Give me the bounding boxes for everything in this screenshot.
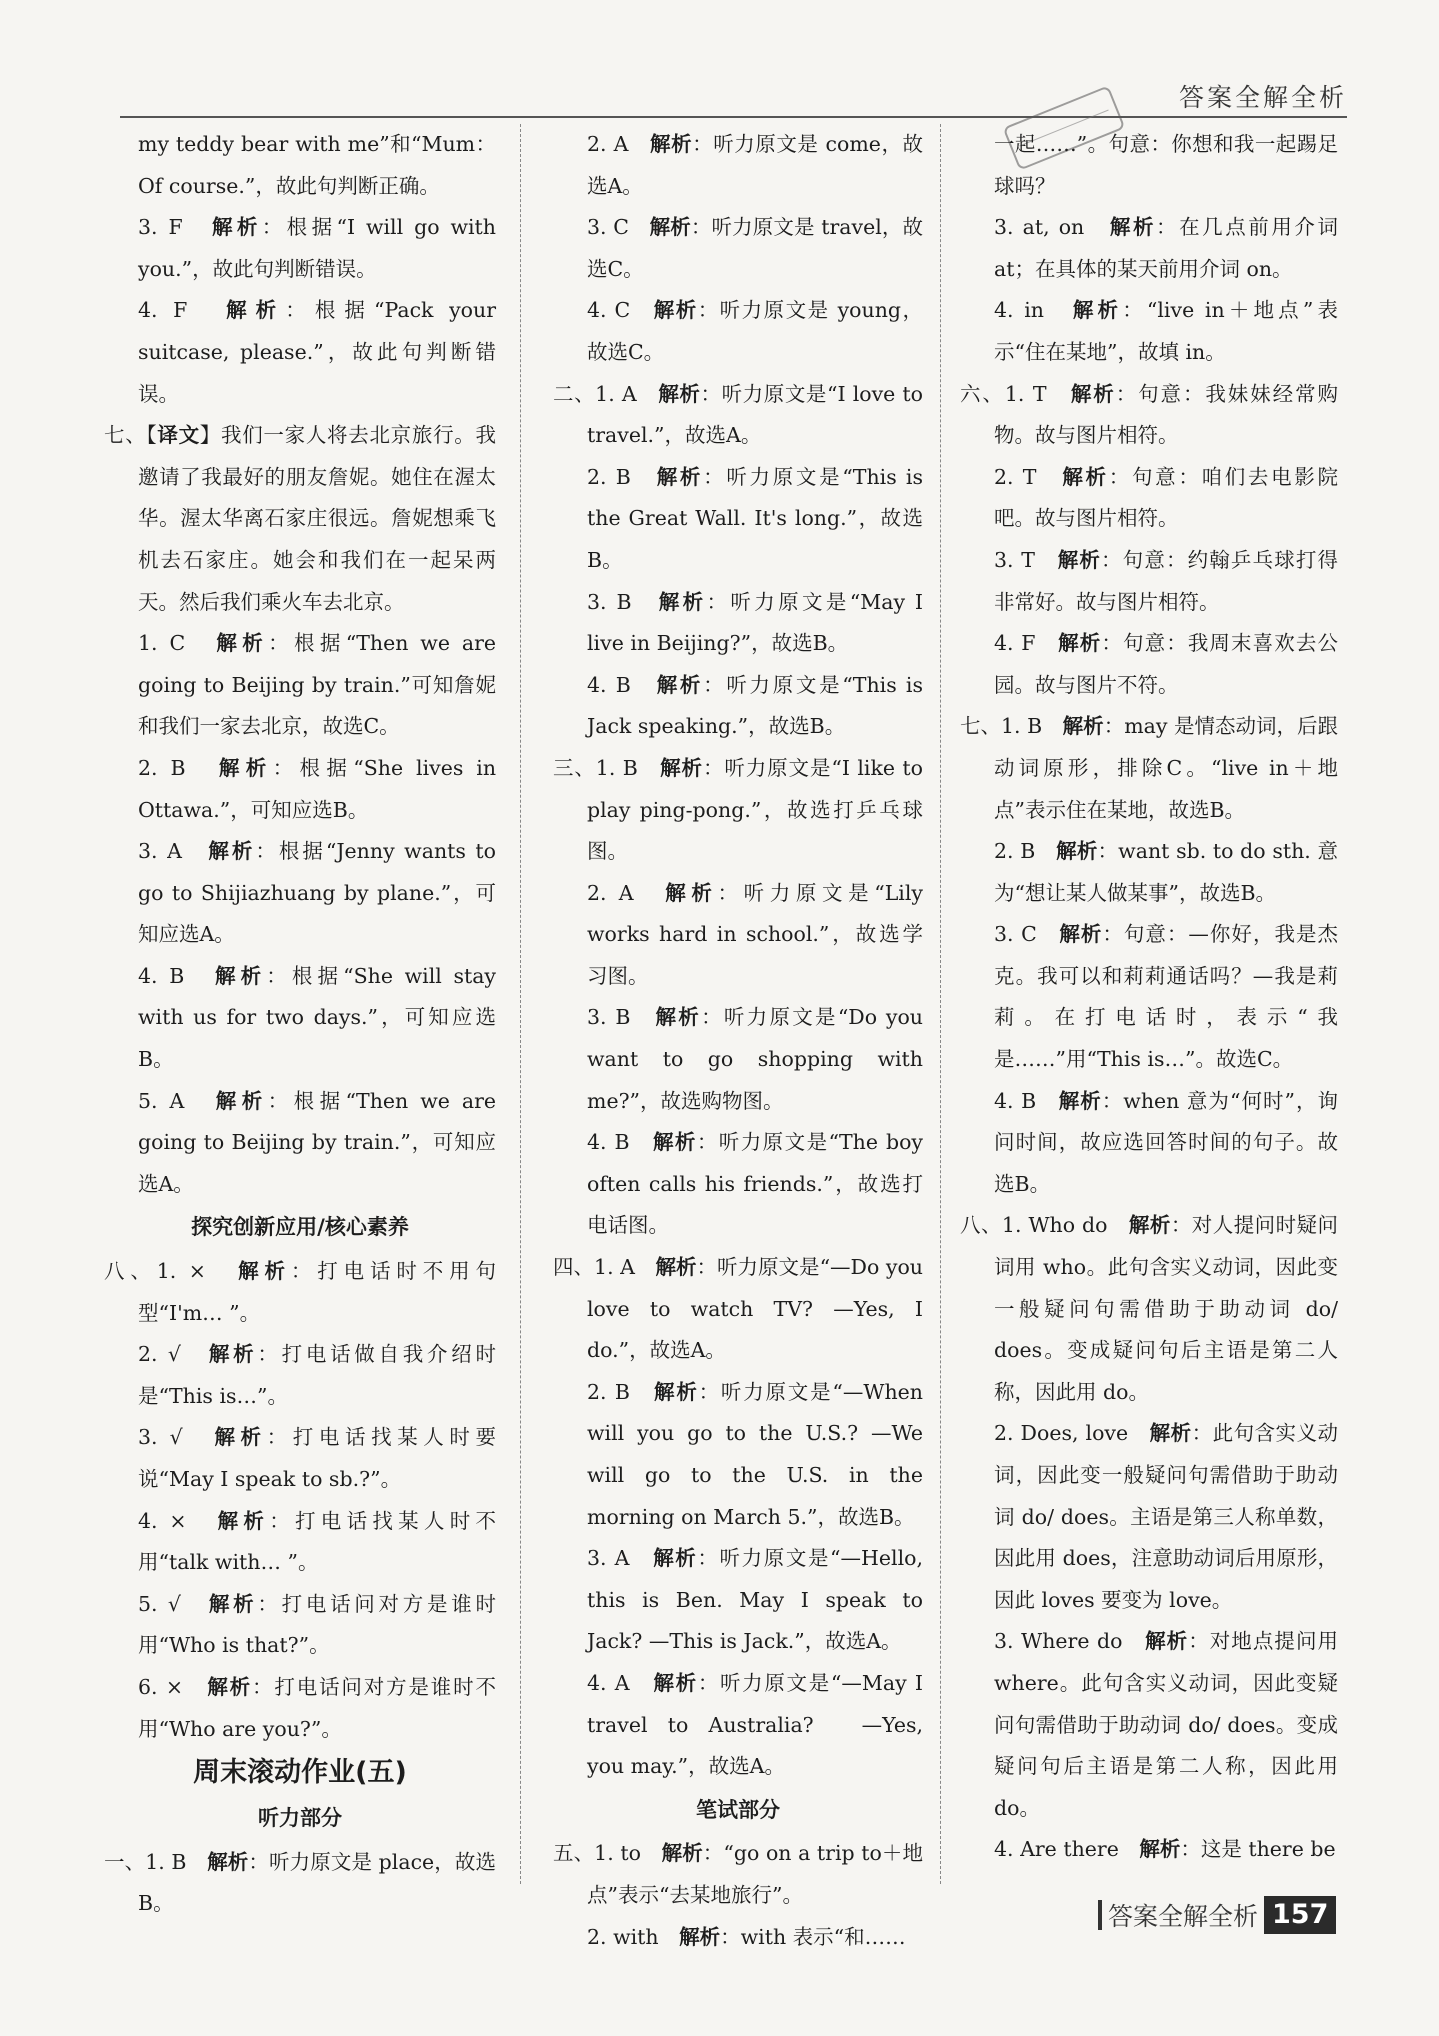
answer-item: 3. C 解析：听力原文是 travel，故选C。 <box>587 215 924 281</box>
answer-item: 4. F 解析：句意：我周末喜欢去公园。故与图片不符。 <box>994 631 1338 697</box>
analysis-label: 解析 <box>208 1342 258 1367</box>
analysis-label: 解析 <box>679 1924 721 1949</box>
answer-item: 一、1. B 解析：听力原文是 place，故选B。 <box>104 1849 497 1916</box>
answer-item: 2. √ 解析：打电话做自我介绍时是“This is…”。 <box>138 1342 497 1408</box>
section-heading: 听力部分 <box>258 1806 342 1831</box>
section-heading: 笔试部分 <box>696 1797 780 1822</box>
analysis-label: 解析 <box>655 1005 702 1030</box>
analysis-label: 解析 <box>1149 1421 1192 1446</box>
answer-item: 2. B 解析：听力原文是“This is the Great Wall. It's long.”，故选B。 <box>587 464 924 572</box>
analysis-label: 解析 <box>1072 298 1123 323</box>
analysis-label: 解析 <box>1139 1837 1181 1862</box>
analysis-label: 解析 <box>218 755 273 780</box>
analysis-label: 解析 <box>661 1841 703 1866</box>
answer-item: 4. B 解析：听力原文是“The boy often calls his friends.”，故选打电话图。 <box>587 1130 923 1238</box>
answer-item: 3. at, on 解析：在几点前用介词 at；在具体的某天前用介词 on。 <box>994 215 1339 281</box>
answer-item: 6. × 解析：打电话问对方是谁时不用“Who are you?”。 <box>138 1674 497 1741</box>
footer-bar <box>1098 1900 1102 1930</box>
analysis-label: 解析 <box>658 589 707 614</box>
answer-item: 三、1. B 解析：听力原文是“I like to play ping-pong.”，故选打乒乓球图。 <box>553 755 924 864</box>
analysis-label: 解析 <box>653 1670 698 1695</box>
analysis-label: 解析 <box>653 1546 698 1571</box>
analysis-label: 解析 <box>207 1849 249 1874</box>
analysis-label: 解析 <box>217 1508 270 1533</box>
analysis-label: 解析 <box>216 631 269 656</box>
answer-item: 2. A 解析：听力原文是“Lily works hard in school.”，故选学习图。 <box>587 880 924 988</box>
header-rule <box>120 116 1347 118</box>
section-heading: 探究创新应用/核心素养 <box>191 1215 409 1240</box>
answer-column-left <box>104 124 496 1925</box>
analysis-label: 解析 <box>656 464 704 489</box>
answer-item: 五、1. to 解析：“go on a trip to＋地点”表示“去某地旅行”。 <box>553 1841 924 1907</box>
answer-item: 3. C 解析：句意：—你好，我是杰克。我可以和莉莉通话吗？—我是莉莉。在打电话时，表示“我是……”用“This is…”。故选C。 <box>994 922 1338 1072</box>
analysis-label: 解析 <box>654 1379 699 1404</box>
answer-item: 3. √ 解析：打电话找某人时要说“May I speak to sb.?”。 <box>138 1425 497 1491</box>
page-header-title: 答案全解全析 <box>1178 83 1347 112</box>
analysis-label: 解析 <box>215 963 267 988</box>
answer-item: 2. T 解析：句意：咱们去电影院吧。故与图片相符。 <box>994 464 1339 531</box>
analysis-label: 解析 <box>238 1259 291 1284</box>
analysis-label: 译文 <box>157 423 200 448</box>
analysis-label: 解析 <box>1057 547 1102 572</box>
answer-item: 2. B 解析：want sb. to do sth. 意为“想让某人做某事”，故选B。 <box>994 839 1338 905</box>
answer-item: 四、1. A 解析：听力原文是“—Do you love to watch TV? —Yes, I do.”，故选A。 <box>553 1255 923 1363</box>
answer-item: 八、1. × 解析：打电话时不用句型“I'm… ”。 <box>104 1259 496 1325</box>
analysis-label: 解析 <box>1109 215 1157 240</box>
answer-item: 4. B 解析：when 意为“何时”，询问时间，故应选回答时间的句子。故选B。 <box>994 1088 1339 1196</box>
analysis-label: 解析 <box>208 1591 258 1616</box>
answer-item: 4. × 解析：打电话找某人时不用“talk with… ”。 <box>138 1508 497 1575</box>
answer-item: 4. in 解析：“live in＋地点”表示“住在某地”，故填 in。 <box>994 298 1339 364</box>
answer-item: 4. C 解析：听力原文是 young，故选C。 <box>587 298 924 364</box>
answer-item: 4. F 解析：根据“Pack your suitcase, please.”，故此句判断错误。 <box>138 298 496 406</box>
section-heading: 周末滚动作业(五) <box>193 1757 407 1789</box>
answer-item: 3. T 解析：句意：约翰乒乓球打得非常好。故与图片相符。 <box>994 547 1339 614</box>
answer-item: 4. B 解析：听力原文是“This is Jack speaking.”，故选B。 <box>587 672 924 739</box>
answer-item: 七、【译文】我们一家人将去北京旅行。我邀请了我最好的朋友詹妮。她住在渥太华。渥太华离石家庄很远。詹妮想乘飞机去石家庄。她会和我们在一起呆两天。然后我们乘火车去北京。 <box>104 423 497 614</box>
analysis-label: 解析 <box>660 755 703 780</box>
analysis-label: 解析 <box>658 381 701 406</box>
answer-item: my teddy bear with me”和“Mum：Of course.”，故此句判断正确。 <box>138 132 496 198</box>
answer-item: 3. A 解析：根据“Jenny wants to go to Shijiazhuang by plane.”，可知应选A。 <box>138 839 497 947</box>
analysis-label: 解析 <box>215 1088 268 1113</box>
column-divider <box>940 124 941 1884</box>
analysis-label: 解析 <box>1056 839 1098 864</box>
answer-item: 3. F 解析：根据“I will go with you.”，故此句判断错误。 <box>138 215 496 281</box>
analysis-label: 解析 <box>1128 1213 1171 1238</box>
answer-item: 一起……”。句意：你想和我一起踢足球吗？ <box>994 132 1338 198</box>
analysis-label: 解析 <box>656 672 704 697</box>
answer-item: 4. Are there 解析：这是 there be <box>994 1837 1336 1862</box>
answer-column-right <box>960 124 1338 1871</box>
analysis-label: 解析 <box>214 1425 267 1450</box>
answer-item: 3. A 解析：听力原文是“—Hello, this is Ben. May I speak to Jack? —This is Jack.”，故选A。 <box>587 1546 924 1654</box>
page-footer <box>1098 1896 1336 1934</box>
answer-item: 2. with 解析：with 表示“和…… <box>587 1924 906 1949</box>
answer-item: 七、1. B 解析：may 是情态动词，后跟动词原形，排除C。“live in＋地点”表示住在某地，故选B。 <box>960 714 1338 822</box>
page-number: 157 <box>1264 1896 1336 1934</box>
analysis-label: 解析 <box>1058 1088 1102 1113</box>
analysis-label: 解析 <box>650 132 693 156</box>
answer-item: 3. Where do 解析：对地点提问用 where。此句含实义动词，因此变疑问句需借助于助动词 do/ does。变成疑问句后主语是第二人称，因此用 do。 <box>994 1629 1338 1820</box>
analysis-label: 解析 <box>1058 631 1102 656</box>
analysis-label: 解析 <box>207 1674 253 1699</box>
analysis-label: 解析 <box>1062 714 1104 739</box>
answer-item: 5. √ 解析：打电话问对方是谁时用“Who is that?”。 <box>138 1591 497 1658</box>
analysis-label: 解析 <box>226 298 286 323</box>
analysis-label: 解析 <box>1070 381 1116 406</box>
analysis-label: 解析 <box>649 215 691 240</box>
answer-column-middle <box>553 124 944 1958</box>
answer-item: 六、1. T 解析：句意：我妹妹经常购物。故与图片相符。 <box>960 381 1338 448</box>
answer-item: 八、1. Who do 解析：对人提问时疑问词用 who。此句含实义动词，因此变一般疑问句需借助于助动词 do/ does。变成疑问句后主语是第二人称，因此用 do。 <box>960 1213 1339 1404</box>
analysis-label: 解析 <box>652 1130 697 1155</box>
analysis-label: 解析 <box>655 1255 697 1280</box>
answer-item: 4. A 解析：听力原文是“—May I travel to Australia? —Yes, you may.”，故选A。 <box>587 1670 944 1779</box>
answer-item: 2. A 解析：听力原文是 come，故选A。 <box>587 132 923 198</box>
analysis-label: 解析 <box>665 880 718 905</box>
column-divider <box>520 124 521 1884</box>
answer-item: 4. B 解析：根据“She will stay with us for two days.”，可知应选B。 <box>138 963 497 1072</box>
answer-item: 1. C 解析：根据“Then we are going to Beijing by train.”可知詹妮和我们一家去北京，故选C。 <box>138 631 497 739</box>
analysis-label: 解析 <box>1059 922 1103 947</box>
analysis-label: 解析 <box>1062 464 1109 489</box>
answer-item: 3. B 解析：听力原文是“Do you want to go shopping with me?”，故选购物图。 <box>587 1005 924 1113</box>
analysis-label: 解析 <box>208 839 256 864</box>
answer-item: 2. B 解析：根据“She lives in Ottawa.”，可知应选B。 <box>138 755 497 822</box>
footer-label: 答案全解全析 <box>1108 1902 1259 1931</box>
analysis-label: 解析 <box>211 215 262 240</box>
answer-item: 3. B 解析：听力原文是“May I live in Beijing?”，故选B。 <box>587 589 924 656</box>
answer-item: 5. A 解析：根据“Then we are going to Beijing by train.”，可知应选A。 <box>138 1088 497 1196</box>
answer-item: 二、1. A 解析：听力原文是“I love to travel.”，故选A。 <box>553 381 923 448</box>
analysis-label: 解析 <box>1145 1629 1189 1654</box>
answer-item: 2. B 解析：听力原文是“—When will you go to the U.S.? —We will go to the U.S. in the morning on March 5.”，故选B。 <box>587 1379 923 1529</box>
answer-item: 2. Does, love 解析：此句含实义动词，因此变一般疑问句需借助于助动词 do/ does。主语是第三人称单数，因此用 does，注意助动词后用原形，因此 loves 要变为 love。 <box>994 1421 1339 1612</box>
analysis-label: 解析 <box>653 298 698 323</box>
